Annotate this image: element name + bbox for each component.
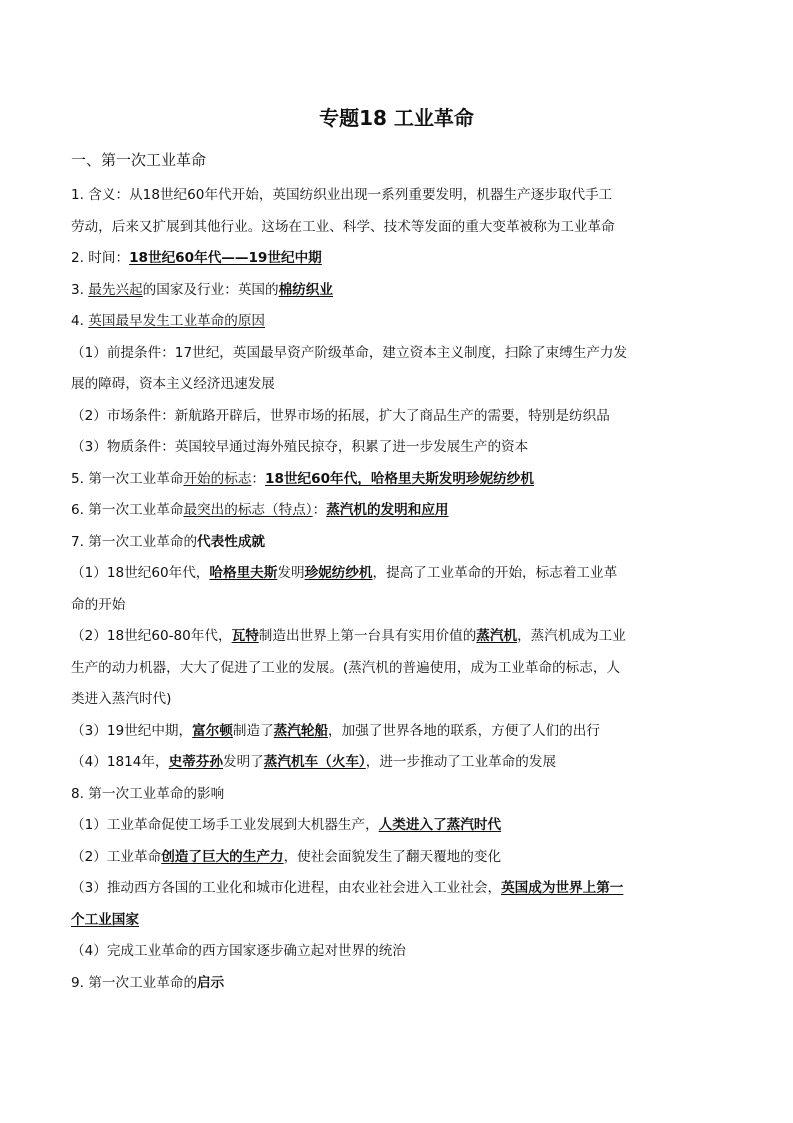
key-point: 个工业国家 — [71, 911, 139, 928]
text: 9. 第一次工业革命的 — [71, 974, 198, 991]
text: 制造了 — [232, 722, 274, 739]
paragraph-line — [71, 212, 731, 244]
paragraph-line — [71, 810, 731, 842]
text: 劳动，后来又扩展到其他行业。这场在工业、科学、技术等发面的重大变革被称为工业革命 — [71, 218, 615, 235]
key-point: 蒸汽轮船 — [273, 722, 329, 739]
text: （2）18世纪60-80年代， — [71, 628, 232, 644]
text: 生产的动力机器，大大了促进了工业的发展。(蒸汽机的普遍使用，成为工业革命的标志，人 — [71, 659, 621, 676]
key-point: 珍妮纺纱机 — [304, 565, 373, 581]
text: ，加强了世界各地的联系，方便了人们的出行 — [328, 722, 600, 739]
text: 制造出世界上第一台具有实用价值的 — [258, 628, 477, 644]
text: 3. — [71, 281, 89, 298]
text: ，提高了工业革命的开始，标志着工业革 — [372, 565, 618, 581]
text: 命的开始 — [71, 596, 126, 613]
text: ： — [312, 502, 327, 518]
underlined-text: 最突出的标志（特点） — [183, 502, 313, 518]
text: （1）工业革命促使工场手工业发展到大机器生产， — [71, 817, 379, 833]
key-point: 蒸汽机车（火车） — [263, 754, 366, 770]
text: （3）19世纪中期， — [71, 722, 193, 739]
text: 2. 时间： — [71, 250, 130, 266]
key-point: 哈格里夫斯 — [209, 565, 278, 581]
paragraph-line — [71, 432, 731, 464]
page-title: 专题18 工业革命 — [319, 106, 474, 130]
key-point: 蒸汽机的发明和应用 — [326, 502, 449, 518]
text: 1. 含义：从18世纪60年代开始，英国纺织业出现一系列重要发明，机器生产逐步取代手工 — [71, 187, 613, 203]
paragraph-line — [71, 621, 731, 653]
bold-text: 代表性成就 — [197, 533, 266, 550]
paragraph-line — [71, 464, 731, 496]
text: （2）工业革命 — [71, 848, 162, 865]
text: 7. 第一次工业革命的 — [71, 533, 198, 550]
paragraph-line — [71, 590, 731, 622]
key-point: 富尔顿 — [192, 722, 233, 739]
text: （1）18世纪60年代， — [71, 565, 210, 581]
text: 5. 第一次工业革命 — [71, 470, 184, 487]
key-point: 创造了巨大的生产力 — [161, 848, 284, 865]
text: （1）前提条件：17世纪，英国最早资产阶级革命，建立资本主义制度，扫除了束缚生产力发 — [71, 344, 628, 361]
text: ： — [251, 470, 266, 487]
paragraph-line — [71, 747, 731, 779]
section-heading: 一、第一次工业革命 — [71, 151, 207, 169]
paragraph-line — [71, 779, 731, 811]
paragraph-line — [71, 684, 731, 716]
text: 4. — [71, 313, 89, 329]
paragraph-line — [71, 401, 731, 433]
text: 展的障碍，资本主义经济迅速发展 — [71, 376, 275, 392]
text: ，使社会面貌发生了翻天覆地的变化 — [283, 848, 502, 865]
key-point: 18世纪60年代，哈格里夫斯发明珍妮纺纱机 — [265, 470, 534, 487]
underlined-text: 开始的标志 — [183, 470, 252, 487]
underlined-text: 最先兴起 — [88, 281, 143, 298]
text: （4）完成工业革命的西方国家逐步确立起对世界的统治 — [71, 943, 406, 959]
key-point: 英国成为世界上第一 — [501, 880, 624, 896]
paragraph-line — [71, 968, 731, 1000]
bold-text: 启示 — [197, 974, 225, 991]
text: （4）1814年， — [71, 754, 169, 770]
key-point: 瓦特 — [231, 628, 259, 644]
key-point: 18世纪60年代——19世纪中期 — [129, 250, 322, 266]
paragraph-line — [71, 306, 731, 338]
text: （3）物质条件：英国较早通过海外殖民掠夺，积累了进一步发展生产的资本 — [71, 439, 529, 455]
text: ，进一步推动了工业革命的发展 — [365, 754, 557, 770]
paragraph-line — [71, 495, 731, 527]
text: 发明了 — [223, 754, 264, 770]
text: ，蒸汽机成为工业 — [517, 628, 626, 644]
key-point: 人类进入了蒸汽时代 — [378, 817, 502, 833]
document-body — [71, 180, 731, 999]
text: （2）市场条件：新航路开辟后，世界市场的拓展，扩大了商品生产的需要，特别是纺织品 — [71, 407, 610, 424]
text: 的国家及行业：英国的 — [142, 281, 279, 298]
paragraph-line — [71, 905, 731, 937]
key-point: 棉纺织业 — [278, 281, 333, 298]
paragraph-line — [71, 180, 731, 212]
paragraph-line — [71, 558, 731, 590]
text: 6. 第一次工业革命 — [71, 502, 184, 518]
text: 8. 第一次工业革命的影响 — [71, 785, 225, 802]
text: 类进入蒸汽时代) — [71, 691, 172, 707]
paragraph-line — [71, 275, 731, 307]
paragraph-line — [71, 873, 731, 905]
paragraph-line — [71, 653, 731, 685]
paragraph-line — [71, 369, 731, 401]
paragraph-line — [71, 243, 731, 275]
paragraph-line — [71, 842, 731, 874]
paragraph-line — [71, 527, 731, 559]
text: 发明 — [277, 565, 305, 581]
paragraph-line — [71, 716, 731, 748]
key-point: 史蒂芬孙 — [168, 754, 223, 770]
paragraph-line — [71, 936, 731, 968]
paragraph-line — [71, 338, 731, 370]
key-point: 蒸汽机 — [476, 628, 518, 644]
text: （3）推动西方各国的工业化和城市化进程，由农业社会进入工业社会， — [71, 880, 502, 896]
underlined-text: 英国最早发生工业革命的原因 — [88, 313, 266, 329]
